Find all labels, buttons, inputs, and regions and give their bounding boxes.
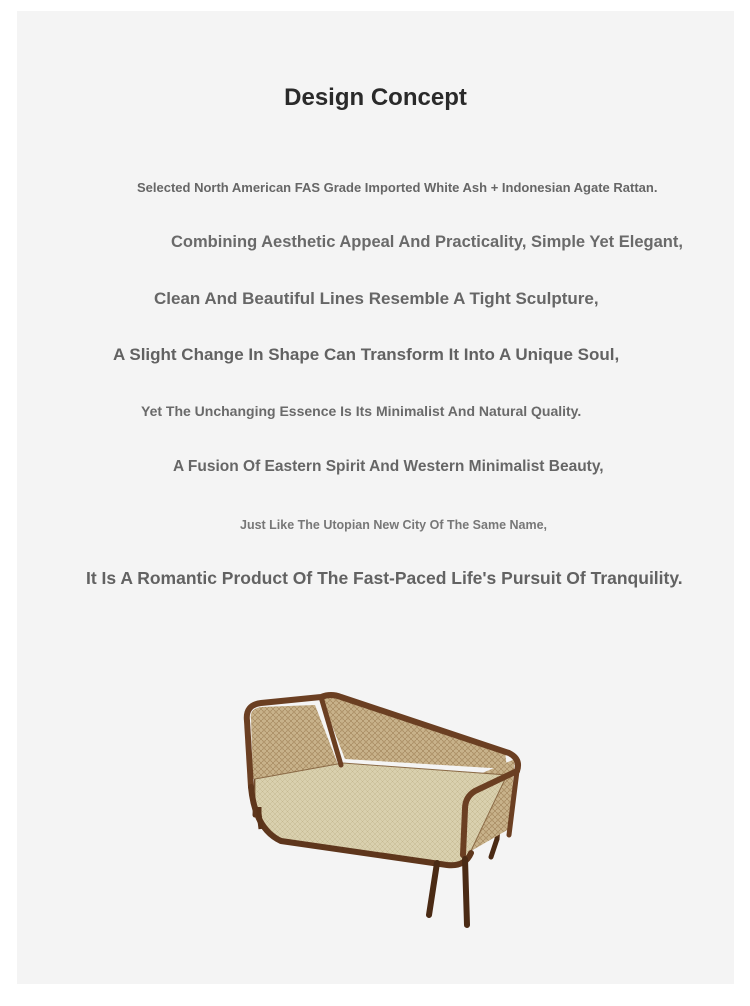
concept-line-3: Clean And Beautiful Lines Resemble A Tight Sculpture, — [154, 289, 599, 308]
concept-line-2: Combining Aesthetic Appeal And Practicality, Simple Yet Elegant, — [171, 233, 683, 251]
concept-line-6: A Fusion Of Eastern Spirit And Western Minimalist Beauty, — [173, 458, 604, 475]
concept-line-8: It Is A Romantic Product Of The Fast-Paced Life's Pursuit Of Tranquility. — [86, 568, 683, 588]
concept-line-4: A Slight Change In Shape Can Transform It Into A Unique Soul, — [113, 345, 620, 364]
design-concept-panel — [17, 11, 734, 984]
section-title: Design Concept — [284, 84, 467, 111]
rattan-sofa-image — [225, 679, 535, 931]
concept-line-7: Just Like The Utopian New City Of The Same Name, — [240, 518, 548, 532]
concept-line-5: Yet The Unchanging Essence Is Its Minimalist And Natural Quality. — [141, 403, 582, 419]
concept-line-1: Selected North American FAS Grade Imported White Ash + Indonesian Agate Rattan. — [137, 180, 658, 195]
